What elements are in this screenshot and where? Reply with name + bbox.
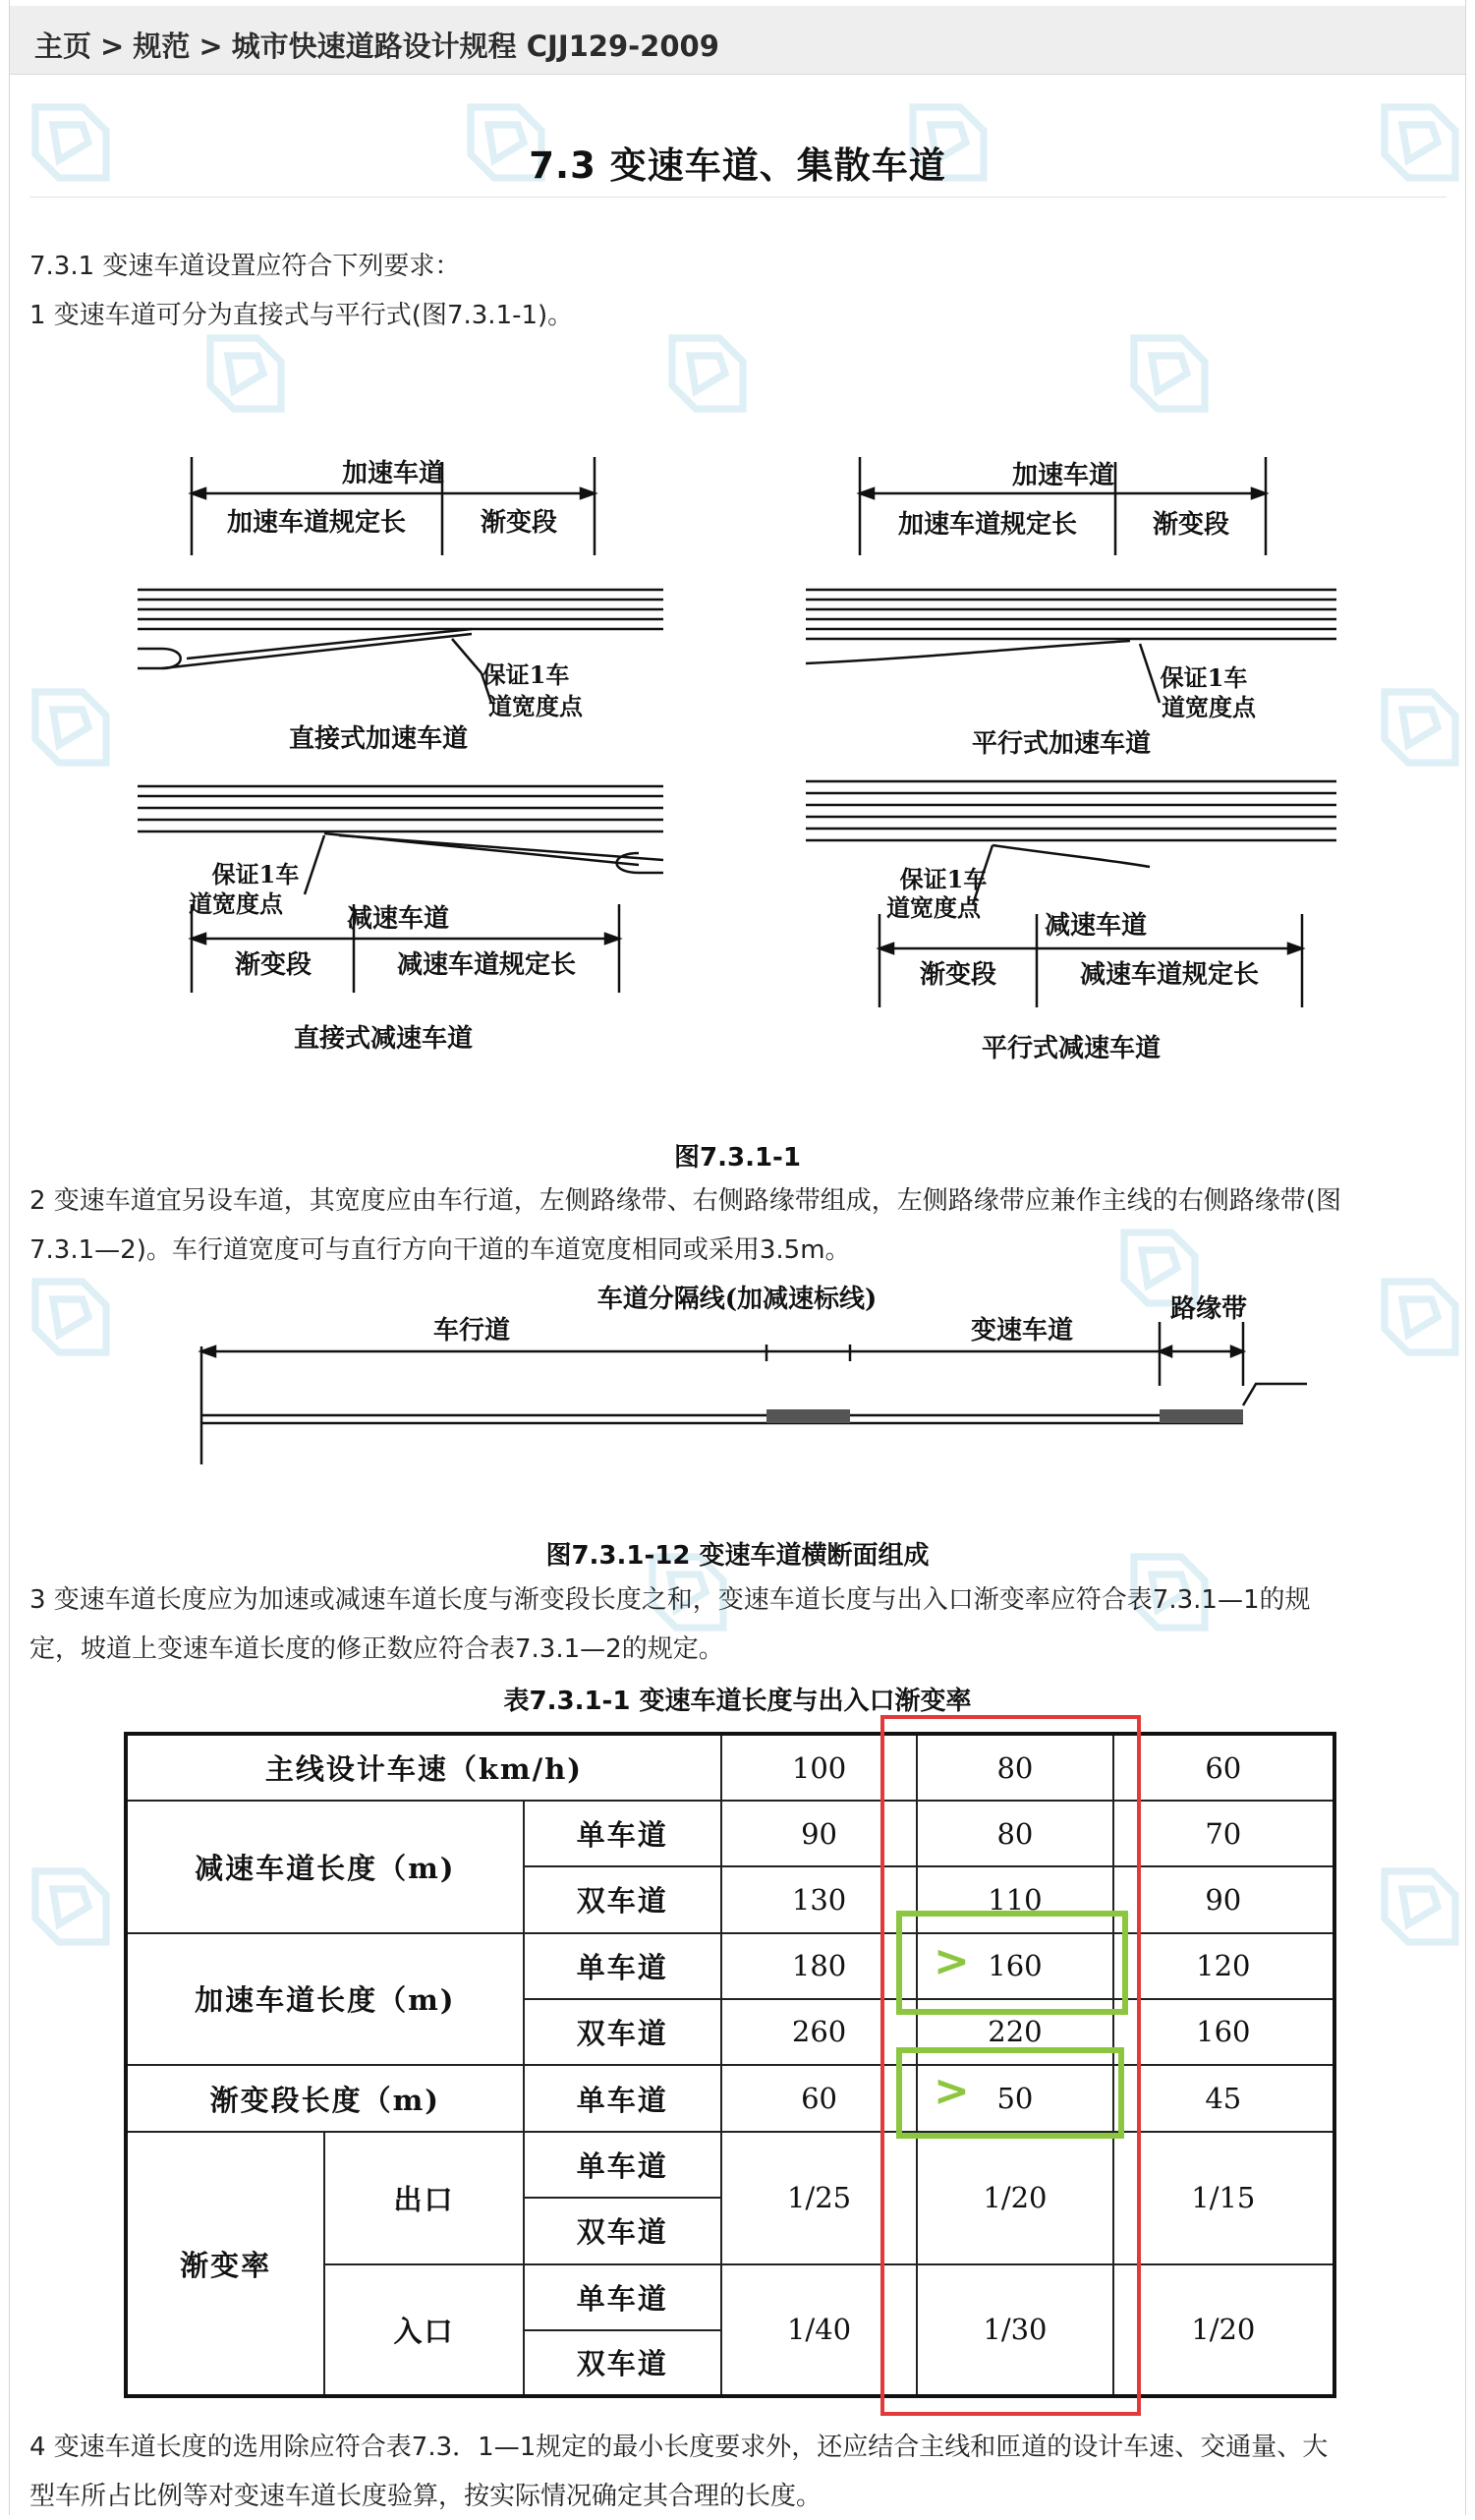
label-lane-divider: 车道分隔线(加减速标线) (596, 1285, 878, 1314)
breadcrumb-separator: > (199, 29, 223, 63)
value-cell: 130 (721, 1866, 917, 1932)
paragraph-item-1: 1 变速车道可分为直接式与平行式(图7.3.1-1)。 (29, 301, 574, 330)
breadcrumb-bar (10, 6, 1465, 75)
value-cell: 60 (721, 2065, 917, 2132)
label-width-point: 道宽度点 (1162, 693, 1256, 721)
entry-label: 入口 (324, 2264, 523, 2397)
double-lane-label: 双车道 (524, 2330, 721, 2396)
value-cell: 160 (917, 1933, 1112, 1999)
speed-cell: 60 (1113, 1734, 1334, 1801)
label-taper: 渐变段 (919, 960, 997, 990)
table-row (126, 1933, 1334, 1999)
greater-than-mark: > (934, 2066, 970, 2116)
label-width-point: 道宽度点 (886, 893, 981, 922)
label-direct-accel: 直接式加速车道 (288, 724, 469, 754)
exit-label: 出口 (324, 2132, 523, 2263)
label-edge-strip: 路缘带 (1169, 1294, 1248, 1324)
breadcrumb-home-link[interactable]: 主页 (34, 29, 92, 63)
value-cell: 120 (1113, 1933, 1334, 1999)
paragraph-item-2-line-2: 7.3.1—2)。车行道宽度可与直行方向干道的车道宽度相同或采用3.5m。 (29, 1235, 851, 1265)
header-design-speed: 主线设计车速（km/h) (126, 1734, 721, 1801)
watermark-logo-icon (12, 1848, 130, 1966)
figure-cross-section-diagram (187, 1278, 1327, 1474)
watermark-logo-icon (649, 315, 766, 432)
paragraph-item-2-line-1: 2 变速车道宜另设车道，其宽度应由车行道，左侧路缘带、右侧路缘带组成，左侧路缘带应兼作主线的右侧路缘带(图 (29, 1186, 1341, 1216)
value-cell: 260 (721, 1999, 917, 2065)
label-parallel-accel: 平行式加速车道 (971, 729, 1152, 759)
label-accel-length: 加速车道规定长 (897, 510, 1078, 540)
paragraph-item-3-line-2: 定，坡道上变速车道长度的修正数应符合表7.3.1—2的规定。 (29, 1634, 724, 1664)
label-width-point: 道宽度点 (488, 692, 583, 720)
paragraph-item-4-line-2: 型车所占比例等对变速车道长度验算，按实际情况确定其合理的长度。 (29, 2482, 823, 2511)
double-lane-label: 双车道 (524, 1999, 721, 2065)
breadcrumb-section-link[interactable]: 规范 (133, 29, 191, 63)
speed-change-lane-table (124, 1732, 1336, 2398)
highlight-accel-160-box (896, 1911, 1128, 2015)
value-cell: 160 (1113, 1999, 1334, 2065)
label-decel-lane: 减速车道 (346, 904, 450, 934)
value-cell: 80 (917, 1801, 1112, 1866)
header-decel-length: 减速车道长度（m) (126, 1801, 524, 1932)
watermark-logo-icon (1361, 1258, 1475, 1376)
value-cell: 1/25 (721, 2132, 917, 2263)
paragraph-item-3-line-1: 3 变速车道长度应为加速或减速车道长度与渐变段长度之和，变速车道长度与出入口渐变率应符合表7.3.1—1的规 (29, 1585, 1311, 1615)
speed-cell: 100 (721, 1734, 917, 1801)
breadcrumb-current-link[interactable]: 城市快速道路设计规程 CJJ129-2009 (231, 29, 719, 63)
label-width-point: 保证1车 (1160, 663, 1248, 692)
value-cell: 110 (917, 1866, 1112, 1932)
value-cell: 220 (917, 1999, 1112, 2065)
value-cell: 1/40 (721, 2264, 917, 2397)
breadcrumb (34, 25, 719, 65)
value-cell: 70 (1113, 1801, 1334, 1866)
watermark-logo-icon (12, 1258, 130, 1376)
single-lane-label: 单车道 (524, 1801, 721, 1866)
value-cell: 1/15 (1113, 2132, 1334, 2263)
table-row (126, 2132, 1334, 2198)
watermark-logo-icon (1110, 315, 1228, 432)
table-row (126, 2065, 1334, 2132)
label-roadway: 车行道 (432, 1316, 511, 1346)
double-lane-label: 双车道 (524, 1866, 721, 1932)
single-lane-label: 单车道 (524, 2132, 721, 2198)
value-cell: 90 (1113, 1866, 1334, 1932)
figure-7-3-1-1-caption: 图7.3.1-1 (674, 1143, 801, 1173)
table-row (126, 1801, 1334, 1866)
table-caption: 表7.3.1-1 变速车道长度与出入口渐变率 (503, 1687, 972, 1716)
double-lane-label: 双车道 (524, 2198, 721, 2263)
label-speed-change-lane: 变速车道 (970, 1316, 1074, 1346)
paragraph-7-3-1: 7.3.1 变速车道设置应符合下列要求： (29, 252, 461, 281)
header-taper-length: 渐变段长度（m) (126, 2065, 524, 2132)
label-width-point: 保证1车 (482, 660, 570, 689)
value-cell: 1/30 (917, 2264, 1112, 2397)
label-taper: 渐变段 (234, 950, 312, 980)
label-parallel-decel: 平行式减速车道 (981, 1034, 1162, 1063)
label-width-point: 保证1车 (899, 865, 988, 893)
greater-than-mark: > (934, 1936, 970, 1986)
highlight-taper-50-box (896, 2047, 1124, 2139)
speed-cell: 80 (917, 1734, 1112, 1801)
header-taper-rate: 渐变率 (126, 2132, 324, 2396)
paragraph-item-4-line-1: 4 变速车道长度的选用除应符合表7.3．1—1规定的最小长度要求外，还应结合主线和匝道的设计车速、交通量、大 (29, 2433, 1329, 2462)
label-direct-decel: 直接式减速车道 (293, 1024, 474, 1054)
page-title: 7.3 变速车道、集散车道 (529, 144, 946, 187)
value-cell: 180 (721, 1933, 917, 1999)
label-accel-lane: 加速车道 (1011, 461, 1115, 490)
single-lane-label: 单车道 (524, 2065, 721, 2132)
value-cell: 1/20 (1113, 2264, 1334, 2397)
watermark-logo-icon (1361, 668, 1475, 786)
label-taper: 渐变段 (480, 508, 558, 538)
label-decel-lane: 减速车道 (1044, 911, 1148, 941)
single-lane-label: 单车道 (524, 2264, 721, 2330)
label-accel-length: 加速车道规定长 (226, 508, 407, 538)
label-decel-length: 减速车道规定长 (1079, 960, 1260, 990)
label-width-point: 道宽度点 (189, 889, 283, 918)
header-accel-length: 加速车道长度（m) (126, 1933, 524, 2065)
value-cell: 50 (917, 2065, 1112, 2132)
breadcrumb-separator: > (100, 29, 125, 63)
label-accel-lane: 加速车道 (341, 459, 445, 488)
table-row (126, 1734, 1334, 1801)
label-taper: 渐变段 (1152, 510, 1230, 540)
value-cell: 1/20 (917, 2132, 1112, 2263)
label-decel-length: 减速车道规定长 (396, 950, 577, 980)
figure-cross-section-caption: 图7.3.1-12 变速车道横断面组成 (545, 1541, 930, 1571)
watermark-logo-icon (12, 668, 130, 786)
title-divider (29, 197, 1447, 198)
figure-7-3-1-1-diagram (128, 442, 1346, 1081)
watermark-logo-icon (1361, 1848, 1475, 1966)
value-cell: 90 (721, 1801, 917, 1866)
value-cell: 45 (1113, 2065, 1334, 2132)
single-lane-label: 单车道 (524, 1933, 721, 1999)
label-width-point: 保证1车 (211, 860, 300, 888)
